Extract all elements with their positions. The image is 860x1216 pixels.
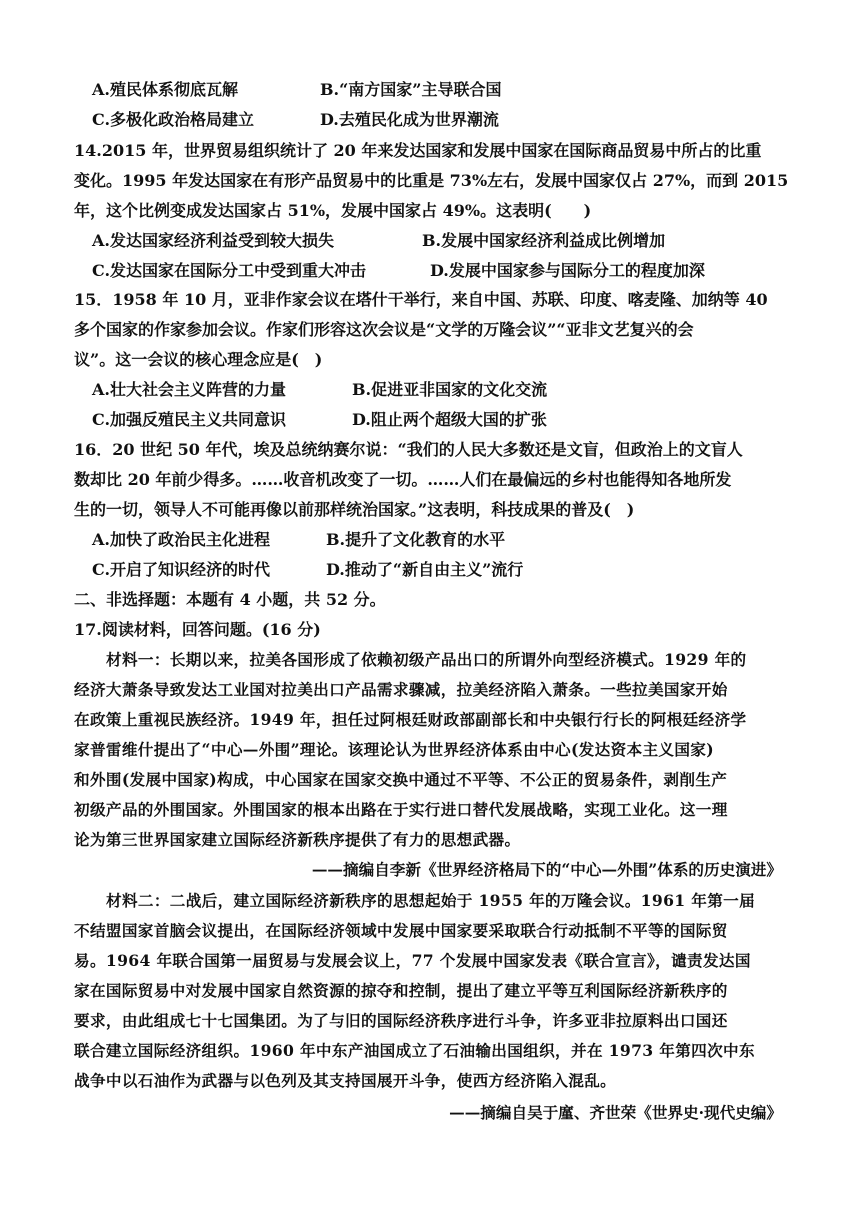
material1-line-3: 在政策上重视民族经济。1949 年，担任过阿根廷财政部副部长和中央银行行长的阿根廷经济学: [74, 710, 747, 729]
q16-stem-line-2: 数却比 20 年前少得多。……收音机改变了一切。……人们在最偏远的乡村也能得知各地所发: [74, 470, 732, 489]
section-heading: 二、非选择题：本题有 4 小题，共 52 分。: [74, 590, 386, 609]
q16-option-d: D.推动了“新自由主义”流行: [326, 560, 524, 579]
material1-line-5: 和外围(发展中国家)构成，中心国家在国家交换中通过不平等、不公正的贸易条件，剥削生产: [74, 770, 728, 789]
q16-stem-line-3: 生的一切，领导人不可能再像以前那样统治国家。”这表明，科技成果的普及( ): [74, 500, 635, 519]
q14-option-d: D.发展中国家参与国际分工的程度加深: [430, 261, 705, 280]
q15-option-a: A.壮大社会主义阵营的力量: [92, 380, 286, 399]
q14-stem-line-3: 年，这个比例变成发达国家占 51%，发展中国家占 49%。这表明( ): [74, 201, 592, 220]
q15-option-c: C.加强反殖民主义共同意识: [92, 410, 287, 429]
q13-option-a: A.殖民体系彻底瓦解: [92, 80, 238, 99]
material2-line-4: 家在国际贸易中对发展中国家自然资源的掠夺和控制，提出了建立平等互利国际经济新秩序的: [74, 981, 728, 1000]
q15-stem-line-1: 15．1958 年 10 月，亚非作家会议在塔什干举行，来自中国、苏联、印度、喀麦隆、加纳等 40: [74, 290, 768, 309]
material1-source: ——摘编自李新《世界经济格局下的“中心—外围”体系的历史演进》: [311, 860, 782, 879]
material2-line-2: 不结盟国家首脑会议提出，在国际经济领域中发展中国家要采取联合行动抵制不平等的国际贸: [74, 921, 728, 940]
material2-line-3: 易。1964 年联合国第一届贸易与发展会议上，77 个发展中国家发表《联合宣言》，谴责发达国: [74, 951, 751, 970]
material1-line-4: 家普雷维什提出了“中心—外围”理论。该理论认为世界经济体系由中心(发达资本主义国家): [74, 740, 714, 759]
q13-option-c: C.多极化政治格局建立: [92, 110, 255, 129]
q14-stem-line-1: 14.2015 年，世界贸易组织统计了 20 年来发达国家和发展中国家在国际商品贸易中所占的比重: [74, 141, 762, 160]
q13-option-b: B.“南方国家”主导联合国: [320, 80, 502, 99]
q16-stem-line-1: 16．20 世纪 50 年代，埃及总统纳赛尔说：“我们的人民大多数还是文盲，但政治上的文盲人: [74, 440, 743, 459]
q16-option-b: B.提升了文化教育的水平: [326, 530, 506, 549]
material2-source: ——摘编自吴于廑、齐世荣《世界史·现代史编》: [449, 1103, 782, 1122]
material1-line-7: 论为第三世界国家建立国际经济新秩序提供了有力的思想武器。: [74, 830, 521, 849]
q14-option-a: A.发达国家经济利益受到较大损失: [92, 231, 334, 250]
material2-line-5: 要求，由此组成七十七国集团。为了与旧的国际经济秩序进行斗争，许多亚非拉原料出口国还: [74, 1011, 728, 1030]
q15-option-d: D.阻止两个超级大国的扩张: [352, 410, 547, 429]
material2-line-7: 战争中以石油作为武器与以色列及其支持国展开斗争，使西方经济陷入混乱。: [74, 1071, 617, 1090]
q14-option-c: C.发达国家在国际分工中受到重大冲击: [92, 261, 367, 280]
q15-option-b: B.促进亚非国家的文化交流: [352, 380, 548, 399]
q17-title: 17.阅读材料，回答问题。(16 分): [74, 620, 321, 639]
q13-option-d: D.去殖民化成为世界潮流: [320, 110, 499, 129]
q16-option-c: C.开启了知识经济的时代: [92, 560, 271, 579]
material1-line-2: 经济大萧条导致发达工业国对拉美出口产品需求骤减，拉美经济陷入萧条。一些拉美国家开始: [74, 680, 728, 699]
q15-stem-line-2: 多个国家的作家参加会议。作家们形容这次会议是“文学的万隆会议”“亚非文艺复兴的会: [74, 320, 694, 339]
q14-option-b: B.发展中国家经济利益成比例增加: [422, 231, 666, 250]
material2-line-6: 联合建立国际经济组织。1960 年中东产油国成立了石油输出国组织，并在 1973 年第四次中东: [74, 1041, 755, 1060]
q15-stem-line-3: 议”。这一会议的核心理念应是( ): [74, 350, 323, 369]
q14-stem-line-2: 变化。1995 年发达国家在有形产品贸易中的比重是 73%左右，发展中国家仅占 27%，而到 2015: [74, 171, 789, 190]
material1-line-1: 材料一：长期以来，拉美各国形成了依赖初级产品出口的所谓外向型经济模式。1929 年的: [106, 650, 747, 669]
material1-line-6: 初级产品的外围国家。外围国家的根本出路在于实行进口替代发展战略，实现工业化。这一理: [74, 800, 728, 819]
material2-line-1: 材料二：二战后，建立国际经济新秩序的思想起始于 1955 年的万隆会议。1961 年第一届: [106, 891, 756, 910]
q16-option-a: A.加快了政治民主化进程: [92, 530, 270, 549]
